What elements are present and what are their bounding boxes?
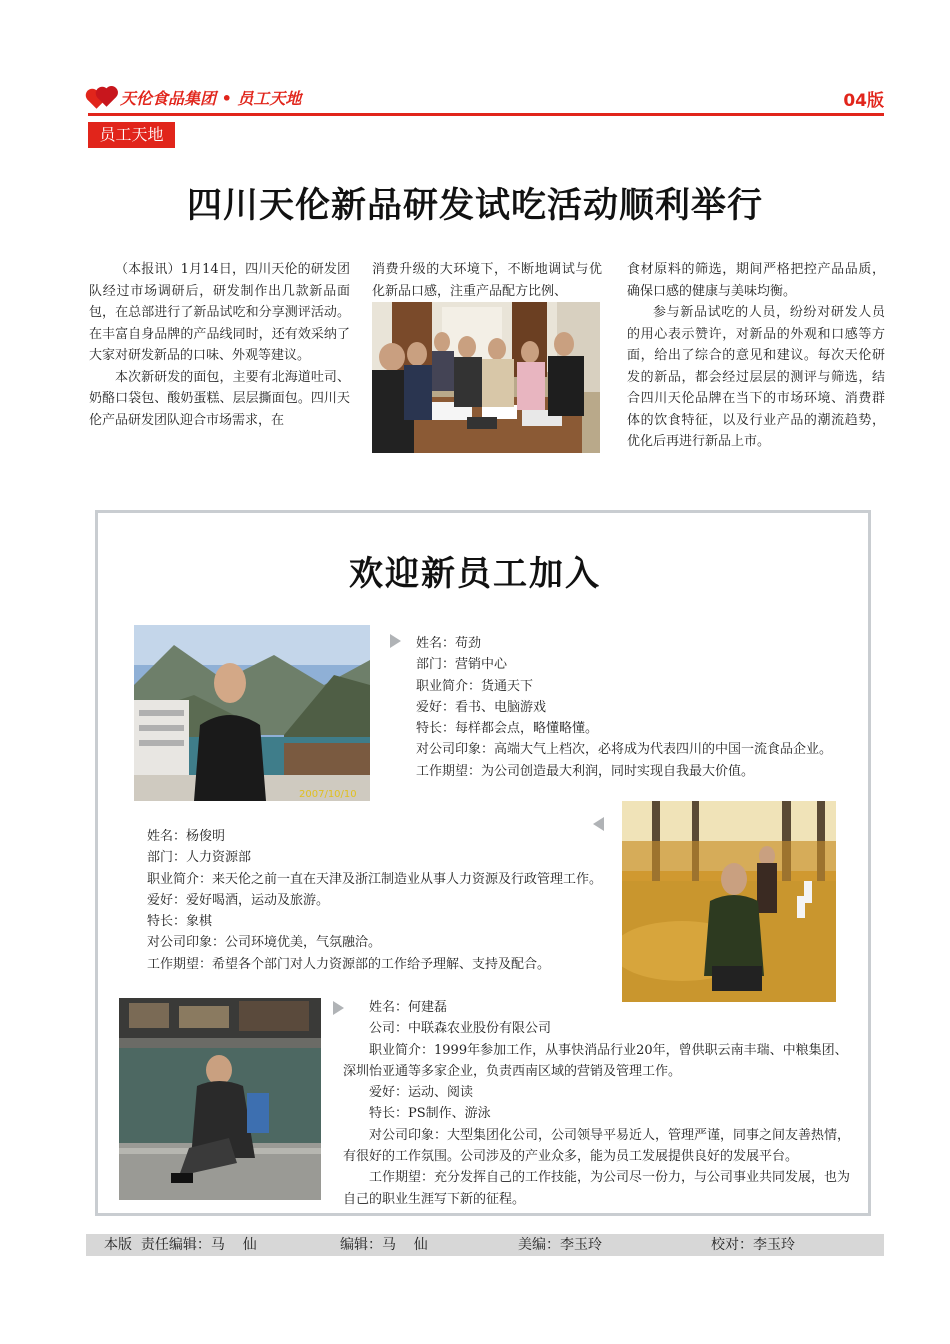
footer-art-editor: 美编：李玉玲 [518, 1237, 602, 1253]
section-tag: 员工天地 [88, 122, 175, 148]
employee-2-skill: 特长：象棋 [147, 914, 213, 930]
employee-2-impression: 对公司印象：公司环境优美，气氛融洽。 [147, 935, 382, 951]
article-column-3 [627, 259, 885, 453]
article-paragraph: 消费升级的大环境下，不断地调试与优化新品口感，注重产品配方比例、 [372, 262, 602, 299]
article-column-1 [89, 259, 350, 431]
employee-1-photo [134, 625, 370, 801]
footer-proofreader: 校对：李玉玲 [711, 1237, 795, 1253]
article-paragraph: 本次新研发的面包，主要有北海道吐司、奶酪口袋包、酸奶蛋糕、层层撕面包。四川天伦产品研发团队迎合市场需求，在 [89, 369, 350, 428]
employee-2-name: 姓名：杨俊明 [147, 829, 226, 844]
employee-3-name: 姓名：何建磊 [369, 1000, 448, 1015]
article-paragraph: 食材原料的筛选，期间严格把控产品品质，确保口感的健康与美味均衡。 [627, 262, 885, 299]
meeting-photo [372, 302, 600, 453]
hearts-logo-icon [88, 89, 118, 107]
employee-2-info [147, 826, 602, 975]
footer-editor: 编辑：马 仙 [340, 1237, 428, 1253]
employee-2-expectation: 工作期望：希望各个部门对人力资源部的工作给予理解、支持及配合。 [147, 956, 551, 972]
employee-1-hobby: 爱好：看书、电脑游戏 [416, 699, 547, 715]
header-divider [88, 113, 884, 116]
employee-1-department: 部门：营销中心 [416, 657, 508, 673]
brand-name: 天伦食品集团 • 员工天地 [120, 89, 302, 108]
employee-3-expectation: 工作期望：充分发挥自己的工作技能，为公司尽一份力，与公司事业共同发展，也为自己的职业生涯写下新的征程。 [343, 1170, 851, 1207]
employee-3-company: 公司：中联森农业股份有限公司 [369, 1021, 552, 1037]
article-paragraph: （本报讯）1月14日，四川天伦的研发团队经过市场调研后，研发制作出几款新品面包，在总部进行了新品试吃和分享测评活动。在丰富自身品牌的产品线同时，还有效采纳了大家对研发新品的口味、外观等建议。 [89, 262, 350, 363]
employee-1-profile: 职业简介：货通天下 [416, 678, 534, 694]
employee-1-skill: 特长：每样都会点，略懂略懂。 [416, 721, 599, 737]
employee-2-photo [622, 801, 836, 1002]
article-column-2 [372, 259, 602, 302]
employee-3-skill: 特长：PS制作、游泳 [369, 1106, 491, 1122]
footer-responsible-editor: 本版 责任编辑：马 仙 [104, 1237, 257, 1253]
brand-logo [88, 86, 301, 109]
employee-2-department: 部门：人力资源部 [147, 850, 252, 866]
article-headline: 四川天伦新品研发试吃活动顺利举行 [186, 186, 763, 226]
employee-1-name: 姓名：苟劲 [416, 636, 482, 651]
employee-2-profile: 职业简介：来天伦之前一直在天津及浙江制造业从事人力资源及行政管理工作。 [147, 871, 603, 887]
employee-3-photo [119, 998, 321, 1200]
footer-credits [86, 1234, 884, 1256]
employee-1-expectation: 工作期望：为公司创造最大利润，同时实现自我最大价值。 [416, 763, 755, 779]
photo-date-stamp: 2007/10/10 [299, 789, 357, 800]
arrow-right-icon [390, 634, 401, 648]
employee-3-profile: 职业简介：1999年参加工作，从事快消品行业20年，曾供职云南丰瑞、中粮集团、深圳怡亚通等多家企业，负责西南区域的营销及管理工作。 [343, 1042, 848, 1079]
article-paragraph: 参与新品试吃的人员，纷纷对研发人员的用心表示赞许，对新品的外观和口感等方面，给出了综合的意见和建议。每次天伦研发的新品，都会经过层层的测评与筛选，结合四川天伦品牌在当下的市场环境、消费群体的饮食特征，以及行业产品的潮流趋势，优化后再进行新品上市。 [627, 305, 885, 449]
employee-3-impression: 对公司印象：大型集团化公司，公司领导平易近人，管理严谨，同事之间友善热情，有很好的工作氛围。公司涉及的产业众多，能为员工发展提供良好的发展平台。 [343, 1127, 851, 1165]
employee-3-hobby: 爱好：运动、阅读 [369, 1085, 474, 1101]
edition-number: 04版 [843, 91, 884, 111]
employee-3-info [343, 997, 859, 1210]
employee-2-hobby: 爱好：爱好喝酒，运动及旅游。 [147, 892, 330, 908]
employee-1-impression: 对公司印象：高端大气上档次，必将成为代表四川的中国一流食品企业。 [416, 742, 833, 758]
employee-1-info [416, 633, 832, 782]
welcome-title: 欢迎新员工加入 [349, 554, 601, 594]
